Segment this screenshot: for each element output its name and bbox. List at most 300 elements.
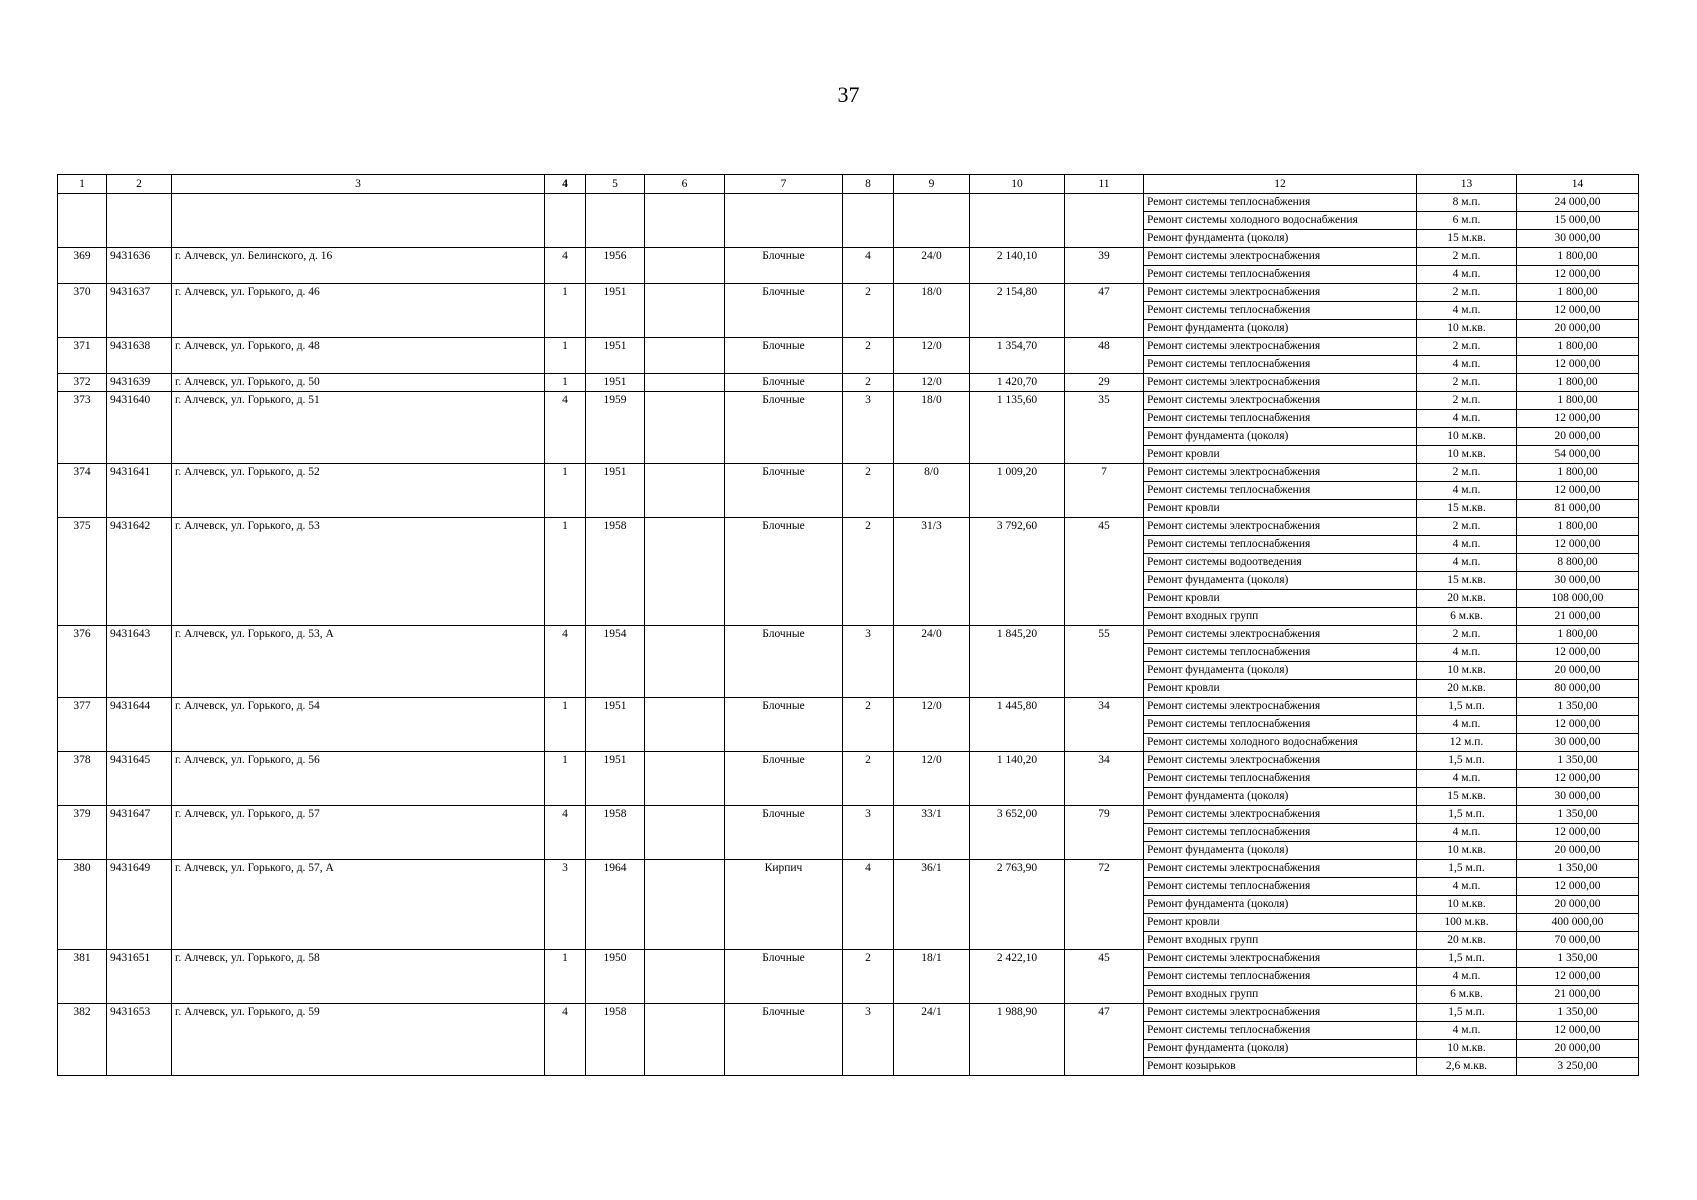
work-quantity-cell: 10 м.кв. (1417, 1040, 1517, 1058)
column-6-cell (645, 284, 725, 338)
area-cell: 3 792,60 (970, 518, 1065, 626)
column-9-cell: 36/1 (894, 860, 970, 950)
area-cell: 1 445,80 (970, 698, 1065, 752)
building-group (58, 284, 1639, 338)
work-name-cell: Ремонт системы электроснабжения (1144, 248, 1417, 266)
header-cell: 6 (645, 175, 725, 194)
area-cell: 1 845,20 (970, 626, 1065, 698)
column-6-cell (645, 338, 725, 374)
work-cost-cell: 30 000,00 (1517, 788, 1639, 806)
building-group (58, 1004, 1639, 1076)
column-9-cell: 31/3 (894, 518, 970, 626)
building-group (58, 392, 1639, 464)
header-row (58, 175, 1639, 194)
header-cell: 7 (725, 175, 843, 194)
table-row (58, 338, 1639, 356)
work-quantity-cell: 10 м.кв. (1417, 446, 1517, 464)
work-name-cell: Ремонт системы теплоснабжения (1144, 878, 1417, 896)
column-9-cell: 33/1 (894, 806, 970, 860)
work-quantity-cell: 2 м.п. (1417, 518, 1517, 536)
building-group (58, 626, 1639, 698)
work-name-cell: Ремонт системы теплоснабжения (1144, 824, 1417, 842)
work-cost-cell: 1 800,00 (1517, 518, 1639, 536)
work-name-cell: Ремонт системы теплоснабжения (1144, 356, 1417, 374)
work-quantity-cell: 10 м.кв. (1417, 320, 1517, 338)
work-cost-cell: 30 000,00 (1517, 230, 1639, 248)
building-code-cell: 9431644 (107, 698, 172, 752)
building-group (58, 752, 1639, 806)
work-quantity-cell: 1,5 м.п. (1417, 752, 1517, 770)
column-11-cell: 7 (1065, 464, 1144, 518)
table-row (58, 950, 1639, 968)
column-11-cell: 29 (1065, 374, 1144, 392)
building-code-cell: 9431645 (107, 752, 172, 806)
building-code-cell: 9431641 (107, 464, 172, 518)
work-cost-cell: 1 800,00 (1517, 392, 1639, 410)
header-cell: 13 (1417, 175, 1517, 194)
building-code-cell: 9431653 (107, 1004, 172, 1076)
address-cell: г. Алчевск, ул. Горького, д. 51 (172, 392, 545, 464)
work-quantity-cell: 2 м.п. (1417, 626, 1517, 644)
work-name-cell: Ремонт фундамента (цоколя) (1144, 896, 1417, 914)
floors-cell: 3 (843, 392, 894, 464)
work-cost-cell: 81 000,00 (1517, 500, 1639, 518)
year-cell: 1951 (586, 374, 645, 392)
floors-cell: 2 (843, 518, 894, 626)
work-name-cell: Ремонт системы холодного водоснабжения (1144, 734, 1417, 752)
table-row (58, 194, 1639, 212)
header-cell: 4 (545, 175, 586, 194)
building-code-cell: 9431637 (107, 284, 172, 338)
work-cost-cell: 20 000,00 (1517, 842, 1639, 860)
work-cost-cell: 1 350,00 (1517, 1004, 1639, 1022)
wall-material-cell: Блочные (725, 806, 843, 860)
building-code-cell: 9431640 (107, 392, 172, 464)
column-4-cell: 1 (545, 338, 586, 374)
address-cell: г. Алчевск, ул. Горького, д. 59 (172, 1004, 545, 1076)
work-name-cell: Ремонт системы электроснабжения (1144, 626, 1417, 644)
repair-schedule-table (57, 174, 1639, 1076)
work-cost-cell: 12 000,00 (1517, 770, 1639, 788)
header-cell: 1 (58, 175, 107, 194)
column-6-cell (645, 248, 725, 284)
work-quantity-cell: 20 м.кв. (1417, 932, 1517, 950)
table-row (58, 284, 1639, 302)
work-cost-cell: 20 000,00 (1517, 428, 1639, 446)
column-6-cell (645, 392, 725, 464)
work-quantity-cell: 4 м.п. (1417, 1022, 1517, 1040)
work-cost-cell: 1 800,00 (1517, 626, 1639, 644)
work-quantity-cell: 2 м.п. (1417, 464, 1517, 482)
building-group (58, 806, 1639, 860)
floors-cell: 4 (843, 860, 894, 950)
work-name-cell: Ремонт системы теплоснабжения (1144, 536, 1417, 554)
area-cell: 1 135,60 (970, 392, 1065, 464)
work-name-cell: Ремонт фундамента (цоколя) (1144, 662, 1417, 680)
wall-material-cell: Кирпич (725, 860, 843, 950)
work-quantity-cell: 6 м.п. (1417, 212, 1517, 230)
work-name-cell: Ремонт фундамента (цоколя) (1144, 1040, 1417, 1058)
row-number-cell: 375 (58, 518, 107, 626)
table-row (58, 1004, 1639, 1022)
address-cell: г. Алчевск, ул. Горького, д. 52 (172, 464, 545, 518)
work-cost-cell: 1 350,00 (1517, 860, 1639, 878)
work-name-cell: Ремонт системы электроснабжения (1144, 392, 1417, 410)
row-number-cell: 378 (58, 752, 107, 806)
row-number-cell: 382 (58, 1004, 107, 1076)
area-cell: 1 988,90 (970, 1004, 1065, 1076)
work-name-cell: Ремонт фундамента (цоколя) (1144, 572, 1417, 590)
work-quantity-cell: 4 м.п. (1417, 482, 1517, 500)
work-cost-cell: 21 000,00 (1517, 986, 1639, 1004)
work-name-cell: Ремонт фундамента (цоколя) (1144, 230, 1417, 248)
wall-material-cell: Блочные (725, 752, 843, 806)
work-cost-cell: 1 800,00 (1517, 284, 1639, 302)
year-cell: 1951 (586, 464, 645, 518)
column-11-cell: 79 (1065, 806, 1144, 860)
work-name-cell: Ремонт системы электроснабжения (1144, 464, 1417, 482)
work-name-cell: Ремонт системы теплоснабжения (1144, 1022, 1417, 1040)
work-name-cell: Ремонт кровли (1144, 500, 1417, 518)
work-quantity-cell: 6 м.кв. (1417, 986, 1517, 1004)
building-group (58, 338, 1639, 374)
work-quantity-cell: 2 м.п. (1417, 284, 1517, 302)
work-cost-cell: 70 000,00 (1517, 932, 1639, 950)
year-cell: 1958 (586, 518, 645, 626)
work-cost-cell: 12 000,00 (1517, 644, 1639, 662)
wall-material-cell: Блочные (725, 338, 843, 374)
address-cell: г. Алчевск, ул. Горького, д. 53, А (172, 626, 545, 698)
address-cell: г. Алчевск, ул. Горького, д. 58 (172, 950, 545, 1004)
address-cell: г. Алчевск, ул. Горького, д. 50 (172, 374, 545, 392)
work-quantity-cell: 15 м.кв. (1417, 572, 1517, 590)
wall-material-cell: Блочные (725, 374, 843, 392)
column-9-cell: 18/1 (894, 950, 970, 1004)
building-group (58, 860, 1639, 950)
year-cell: 1950 (586, 950, 645, 1004)
column-9-cell: 12/0 (894, 698, 970, 752)
work-cost-cell: 12 000,00 (1517, 482, 1639, 500)
header-cell: 5 (586, 175, 645, 194)
column-6-cell (645, 374, 725, 392)
work-name-cell: Ремонт входных групп (1144, 986, 1417, 1004)
year-cell: 1954 (586, 626, 645, 698)
work-cost-cell: 8 800,00 (1517, 554, 1639, 572)
work-quantity-cell: 6 м.кв. (1417, 608, 1517, 626)
work-name-cell: Ремонт фундамента (цоколя) (1144, 788, 1417, 806)
column-6-cell (645, 626, 725, 698)
table-row (58, 860, 1639, 878)
work-quantity-cell: 12 м.п. (1417, 734, 1517, 752)
floors-cell: 2 (843, 752, 894, 806)
address-cell: г. Алчевск, ул. Горького, д. 46 (172, 284, 545, 338)
work-name-cell: Ремонт фундамента (цоколя) (1144, 428, 1417, 446)
area-cell: 2 763,90 (970, 860, 1065, 950)
wall-material-cell (725, 194, 843, 248)
address-cell (172, 194, 545, 248)
work-quantity-cell: 4 м.п. (1417, 356, 1517, 374)
column-6-cell (645, 464, 725, 518)
column-4-cell: 1 (545, 374, 586, 392)
building-code-cell: 9431638 (107, 338, 172, 374)
building-group (58, 698, 1639, 752)
work-cost-cell: 30 000,00 (1517, 572, 1639, 590)
work-quantity-cell: 1,5 м.п. (1417, 806, 1517, 824)
work-cost-cell: 12 000,00 (1517, 1022, 1639, 1040)
work-quantity-cell: 2 м.п. (1417, 374, 1517, 392)
wall-material-cell: Блочные (725, 464, 843, 518)
work-name-cell: Ремонт входных групп (1144, 932, 1417, 950)
floors-cell: 2 (843, 698, 894, 752)
header-cell: 2 (107, 175, 172, 194)
area-cell: 2 154,80 (970, 284, 1065, 338)
column-11-cell (1065, 194, 1144, 248)
column-9-cell: 18/0 (894, 284, 970, 338)
work-cost-cell: 1 350,00 (1517, 698, 1639, 716)
work-quantity-cell: 2 м.п. (1417, 392, 1517, 410)
work-name-cell: Ремонт системы теплоснабжения (1144, 266, 1417, 284)
building-code-cell: 9431647 (107, 806, 172, 860)
building-code-cell: 9431649 (107, 860, 172, 950)
column-4-cell: 1 (545, 950, 586, 1004)
work-cost-cell: 12 000,00 (1517, 824, 1639, 842)
table-row (58, 464, 1639, 482)
column-6-cell (645, 698, 725, 752)
building-group (58, 194, 1639, 248)
work-name-cell: Ремонт козырьков (1144, 1058, 1417, 1076)
work-name-cell: Ремонт системы теплоснабжения (1144, 302, 1417, 320)
work-name-cell: Ремонт системы электроснабжения (1144, 374, 1417, 392)
floors-cell: 4 (843, 248, 894, 284)
work-cost-cell: 21 000,00 (1517, 608, 1639, 626)
work-name-cell: Ремонт кровли (1144, 446, 1417, 464)
row-number-cell: 380 (58, 860, 107, 950)
building-code-cell: 9431642 (107, 518, 172, 626)
column-4-cell: 4 (545, 806, 586, 860)
area-cell: 2 140,10 (970, 248, 1065, 284)
column-9-cell: 12/0 (894, 374, 970, 392)
row-number-cell: 370 (58, 284, 107, 338)
work-cost-cell: 20 000,00 (1517, 320, 1639, 338)
wall-material-cell: Блочные (725, 626, 843, 698)
column-9-cell: 12/0 (894, 752, 970, 806)
work-quantity-cell: 2 м.п. (1417, 338, 1517, 356)
work-cost-cell: 80 000,00 (1517, 680, 1639, 698)
row-number-cell: 374 (58, 464, 107, 518)
work-cost-cell: 12 000,00 (1517, 266, 1639, 284)
column-11-cell: 55 (1065, 626, 1144, 698)
work-cost-cell: 1 800,00 (1517, 338, 1639, 356)
work-cost-cell: 1 800,00 (1517, 248, 1639, 266)
row-number-cell: 379 (58, 806, 107, 860)
column-11-cell: 47 (1065, 1004, 1144, 1076)
work-quantity-cell: 1,5 м.п. (1417, 860, 1517, 878)
work-cost-cell: 20 000,00 (1517, 1040, 1639, 1058)
year-cell: 1958 (586, 1004, 645, 1076)
work-name-cell: Ремонт системы холодного водоснабжения (1144, 212, 1417, 230)
column-6-cell (645, 950, 725, 1004)
work-quantity-cell: 4 м.п. (1417, 302, 1517, 320)
wall-material-cell: Блочные (725, 1004, 843, 1076)
area-cell: 1 009,20 (970, 464, 1065, 518)
header-cell: 11 (1065, 175, 1144, 194)
table-row (58, 698, 1639, 716)
building-code-cell: 9431651 (107, 950, 172, 1004)
work-quantity-cell: 4 м.п. (1417, 968, 1517, 986)
work-cost-cell: 12 000,00 (1517, 878, 1639, 896)
header-cell: 8 (843, 175, 894, 194)
work-quantity-cell: 1,5 м.п. (1417, 1004, 1517, 1022)
wall-material-cell: Блочные (725, 698, 843, 752)
work-name-cell: Ремонт системы электроснабжения (1144, 1004, 1417, 1022)
work-quantity-cell: 10 м.кв. (1417, 662, 1517, 680)
year-cell (586, 194, 645, 248)
table-header (58, 175, 1639, 194)
work-quantity-cell: 4 м.п. (1417, 716, 1517, 734)
work-name-cell: Ремонт системы теплоснабжения (1144, 770, 1417, 788)
work-name-cell: Ремонт системы электроснабжения (1144, 860, 1417, 878)
wall-material-cell: Блочные (725, 284, 843, 338)
work-name-cell: Ремонт системы электроснабжения (1144, 950, 1417, 968)
floors-cell: 3 (843, 626, 894, 698)
floors-cell (843, 194, 894, 248)
work-name-cell: Ремонт системы теплоснабжения (1144, 968, 1417, 986)
table-row (58, 806, 1639, 824)
work-quantity-cell: 20 м.кв. (1417, 590, 1517, 608)
area-cell: 2 422,10 (970, 950, 1065, 1004)
work-cost-cell: 108 000,00 (1517, 590, 1639, 608)
header-cell: 14 (1517, 175, 1639, 194)
header-cell: 9 (894, 175, 970, 194)
area-cell: 1 420,70 (970, 374, 1065, 392)
table-row (58, 374, 1639, 392)
work-name-cell: Ремонт системы теплоснабжения (1144, 716, 1417, 734)
year-cell: 1964 (586, 860, 645, 950)
header-cell: 12 (1144, 175, 1417, 194)
work-quantity-cell: 4 м.п. (1417, 770, 1517, 788)
work-cost-cell: 20 000,00 (1517, 662, 1639, 680)
work-quantity-cell: 10 м.кв. (1417, 896, 1517, 914)
column-4-cell: 4 (545, 626, 586, 698)
row-number-cell: 381 (58, 950, 107, 1004)
work-cost-cell: 1 800,00 (1517, 464, 1639, 482)
column-6-cell (645, 806, 725, 860)
work-name-cell: Ремонт кровли (1144, 680, 1417, 698)
building-code-cell (107, 194, 172, 248)
column-4-cell: 4 (545, 1004, 586, 1076)
wall-material-cell: Блочные (725, 518, 843, 626)
column-9-cell: 24/1 (894, 1004, 970, 1076)
column-9-cell: 18/0 (894, 392, 970, 464)
column-4-cell: 4 (545, 248, 586, 284)
work-quantity-cell: 4 м.п. (1417, 410, 1517, 428)
work-quantity-cell: 20 м.кв. (1417, 680, 1517, 698)
floors-cell: 2 (843, 950, 894, 1004)
work-name-cell: Ремонт системы теплоснабжения (1144, 410, 1417, 428)
work-cost-cell: 400 000,00 (1517, 914, 1639, 932)
column-6-cell (645, 518, 725, 626)
year-cell: 1951 (586, 698, 645, 752)
column-4-cell (545, 194, 586, 248)
work-name-cell: Ремонт системы электроснабжения (1144, 518, 1417, 536)
row-number-cell (58, 194, 107, 248)
work-quantity-cell: 8 м.п. (1417, 194, 1517, 212)
work-quantity-cell: 2,6 м.кв. (1417, 1058, 1517, 1076)
column-11-cell: 72 (1065, 860, 1144, 950)
floors-cell: 3 (843, 1004, 894, 1076)
work-quantity-cell: 4 м.п. (1417, 878, 1517, 896)
address-cell: г. Алчевск, ул. Белинского, д. 16 (172, 248, 545, 284)
column-9-cell: 12/0 (894, 338, 970, 374)
column-11-cell: 48 (1065, 338, 1144, 374)
column-11-cell: 47 (1065, 284, 1144, 338)
work-quantity-cell: 1,5 м.п. (1417, 950, 1517, 968)
year-cell: 1951 (586, 752, 645, 806)
work-quantity-cell: 4 м.п. (1417, 266, 1517, 284)
work-cost-cell: 24 000,00 (1517, 194, 1639, 212)
table-row (58, 248, 1639, 266)
work-name-cell: Ремонт фундамента (цоколя) (1144, 842, 1417, 860)
column-4-cell: 1 (545, 698, 586, 752)
column-9-cell: 8/0 (894, 464, 970, 518)
wall-material-cell: Блочные (725, 950, 843, 1004)
work-quantity-cell: 4 м.п. (1417, 824, 1517, 842)
work-name-cell: Ремонт системы теплоснабжения (1144, 644, 1417, 662)
work-cost-cell: 3 250,00 (1517, 1058, 1639, 1076)
year-cell: 1956 (586, 248, 645, 284)
address-cell: г. Алчевск, ул. Горького, д. 57, А (172, 860, 545, 950)
work-quantity-cell: 15 м.кв. (1417, 230, 1517, 248)
table-row (58, 518, 1639, 536)
work-quantity-cell: 15 м.кв. (1417, 788, 1517, 806)
header-cell: 3 (172, 175, 545, 194)
work-name-cell: Ремонт входных групп (1144, 608, 1417, 626)
floors-cell: 2 (843, 284, 894, 338)
work-name-cell: Ремонт системы теплоснабжения (1144, 194, 1417, 212)
column-11-cell: 34 (1065, 698, 1144, 752)
work-cost-cell: 1 350,00 (1517, 806, 1639, 824)
work-name-cell: Ремонт фундамента (цоколя) (1144, 320, 1417, 338)
row-number-cell: 371 (58, 338, 107, 374)
work-cost-cell: 1 800,00 (1517, 374, 1639, 392)
work-cost-cell: 12 000,00 (1517, 716, 1639, 734)
building-group (58, 248, 1639, 284)
building-code-cell: 9431639 (107, 374, 172, 392)
work-name-cell: Ремонт системы электроснабжения (1144, 752, 1417, 770)
area-cell: 1 140,20 (970, 752, 1065, 806)
column-11-cell: 45 (1065, 950, 1144, 1004)
building-code-cell: 9431636 (107, 248, 172, 284)
work-quantity-cell: 2 м.п. (1417, 248, 1517, 266)
work-cost-cell: 1 350,00 (1517, 752, 1639, 770)
column-4-cell: 4 (545, 392, 586, 464)
column-4-cell: 3 (545, 860, 586, 950)
work-name-cell: Ремонт системы электроснабжения (1144, 806, 1417, 824)
work-name-cell: Ремонт системы теплоснабжения (1144, 482, 1417, 500)
row-number-cell: 376 (58, 626, 107, 698)
address-cell: г. Алчевск, ул. Горького, д. 54 (172, 698, 545, 752)
column-11-cell: 35 (1065, 392, 1144, 464)
work-name-cell: Ремонт кровли (1144, 914, 1417, 932)
building-group (58, 518, 1639, 626)
column-11-cell: 45 (1065, 518, 1144, 626)
column-9-cell (894, 194, 970, 248)
work-name-cell: Ремонт кровли (1144, 590, 1417, 608)
table-row (58, 626, 1639, 644)
floors-cell: 2 (843, 374, 894, 392)
year-cell: 1959 (586, 392, 645, 464)
address-cell: г. Алчевск, ул. Горького, д. 53 (172, 518, 545, 626)
